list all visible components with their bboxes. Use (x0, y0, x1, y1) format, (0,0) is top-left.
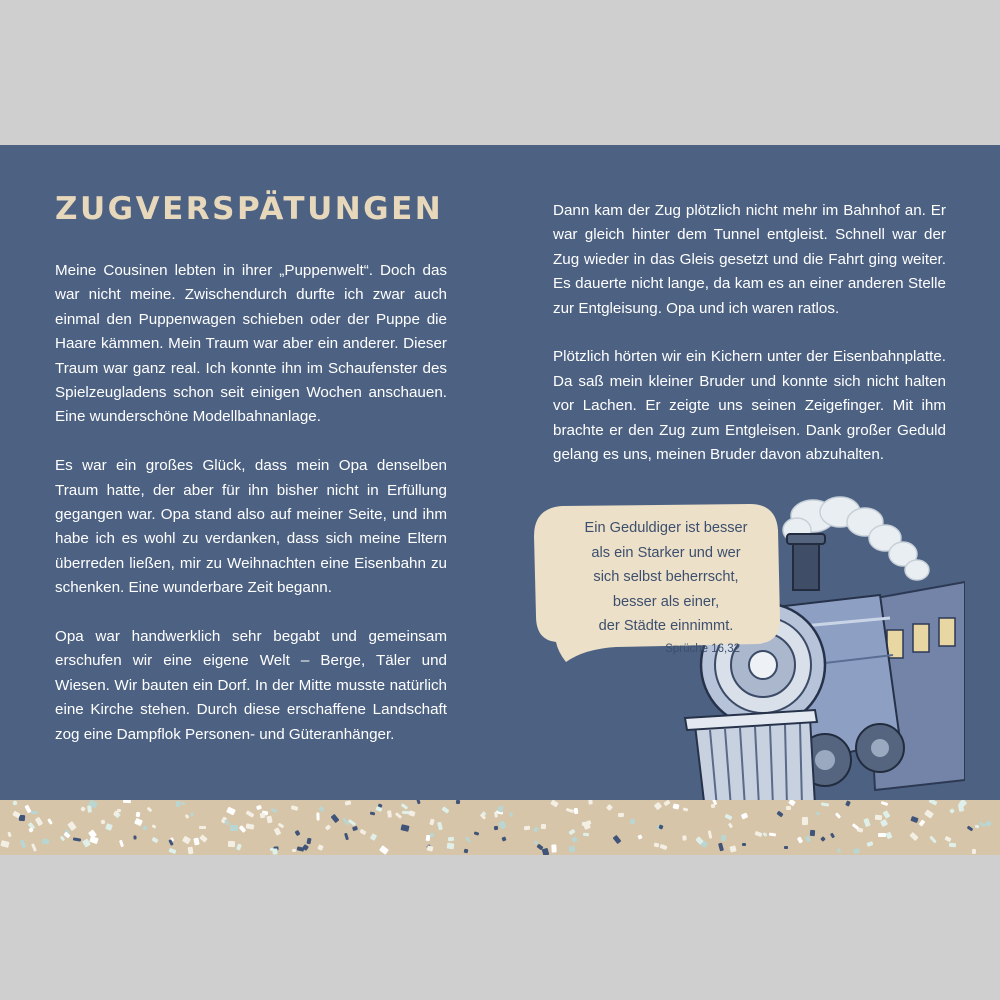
confetti-dot (133, 835, 136, 839)
confetti-dot (176, 801, 180, 807)
confetti-dot (266, 816, 272, 824)
confetti-dot (292, 849, 296, 852)
confetti-dot (805, 835, 811, 842)
confetti-dot (447, 843, 455, 850)
confetti-dot (274, 827, 282, 836)
confetti-dot (89, 836, 99, 844)
confetti-band (0, 800, 1000, 855)
confetti-dot (784, 846, 788, 849)
confetti-dot (583, 833, 589, 837)
paragraph: Opa war handwerklich sehr begabt und gemeinsam erschufen wir eine eigene Welt – Berge, Täler und Wiesen. Wir bauten ein Dorf. In der Mitte musste natürlich eine Kirche stehen. Durch diese erschaffene Landschaft zog eine Dampflok Personen- und Güteranhänger. (55, 628, 447, 743)
confetti-dot (797, 836, 803, 843)
confetti-dot (169, 848, 177, 854)
confetti-dot (741, 812, 749, 819)
confetti-dot (724, 814, 732, 821)
book-page (0, 145, 1000, 855)
confetti-dot (256, 805, 262, 810)
confetti-dot (456, 800, 461, 804)
confetti-dot (7, 832, 11, 838)
confetti-dot (821, 802, 829, 806)
confetti-dot (654, 802, 662, 810)
confetti-dot (882, 810, 890, 819)
confetti-dot (551, 844, 556, 852)
confetti-dot (975, 824, 980, 828)
confetti-dot (550, 800, 559, 807)
confetti-dot (574, 808, 579, 814)
confetti-dot (885, 832, 892, 840)
confetti-dot (465, 836, 471, 843)
confetti-dot (426, 835, 431, 841)
confetti-dot (498, 821, 506, 830)
confetti-dot (853, 848, 860, 854)
paragraph: Plötzlich hörten wir ein Kichern unter der Eisenbahnplatte. Da saß mein kleiner Bruder und konnte sich nicht halten vor Lachen. Er zeigte uns seinen Zeigefinger. Mit ihm brachte er den Zug zum Entgleisen. Dank großer Geduld gelang es uns, meinen Bruder davon abzuhalten. (553, 348, 946, 464)
confetti-dot (60, 836, 66, 842)
quote-line: als ein Starker und wer (591, 544, 741, 561)
confetti-dot (317, 844, 324, 851)
confetti-dot (318, 806, 324, 812)
confetti-dot (199, 834, 208, 842)
confetti-dot (119, 840, 124, 848)
confetti-dot (271, 808, 278, 813)
confetti-dot (331, 814, 340, 823)
confetti-dot (878, 833, 886, 837)
confetti-dot (306, 838, 311, 845)
confetti-dot (105, 823, 113, 831)
confetti-dot (185, 814, 190, 819)
confetti-dot (985, 820, 992, 827)
confetti-dot (181, 802, 185, 806)
confetti-dot (408, 810, 415, 817)
confetti-dot (682, 835, 686, 840)
confetti-dot (929, 800, 938, 806)
confetti-dot (136, 812, 141, 818)
confetti-dot (370, 833, 377, 841)
confetti-dot (711, 804, 716, 809)
confetti-dot (387, 810, 392, 817)
confetti-dot (820, 836, 826, 842)
paragraph: Dann kam der Zug plötzlich nicht mehr im Bahnhof an. Er war gleich hinter dem Tunnel entgleist. Schnell war der Zug wieder in das Gleis gesetzt und die Fahrt ging weiter. Es dauerte nicht lange, da kam es an einer anderen Stelle zur Entgleisung. Opa und ich waren ratlos. (553, 202, 946, 317)
confetti-dot (708, 830, 712, 838)
confetti-dot (123, 800, 131, 803)
confetti-dot (910, 816, 918, 823)
confetti-dot (272, 848, 277, 854)
confetti-dot (866, 841, 873, 847)
confetti-dot (416, 800, 420, 804)
confetti-dot (370, 812, 376, 816)
confetti-dot (42, 838, 50, 844)
confetti-dot (474, 831, 480, 835)
confetti-dot (919, 819, 926, 826)
confetti-dot (742, 843, 746, 846)
confetti-dot (352, 826, 358, 831)
confetti-dot (260, 813, 266, 819)
confetti-dot (441, 806, 449, 813)
confetti-dot (755, 831, 763, 837)
confetti-dot (345, 800, 352, 805)
confetti-dot (658, 824, 663, 829)
confetti-dot (344, 833, 349, 841)
confetti-dot (718, 843, 724, 852)
confetti-dot (949, 843, 956, 848)
confetti-dot (763, 832, 768, 837)
confetti-dot (348, 819, 356, 826)
confetti-dot (524, 826, 530, 831)
page-title: ZUGVERSPÄTUNGEN (55, 191, 444, 227)
confetti-dot (852, 823, 859, 830)
confetti-dot (246, 823, 255, 829)
confetti-dot (909, 832, 918, 841)
confetti-dot (541, 824, 546, 829)
confetti-dot (494, 811, 498, 817)
confetti-dot (881, 801, 889, 806)
confetti-dot (588, 800, 592, 805)
confetti-dot (630, 819, 636, 825)
confetti-dot (152, 824, 157, 829)
confetti-dot (542, 848, 550, 855)
confetti-dot (509, 812, 513, 817)
paragraph: Meine Cousinen lebten in ihrer „Puppenwelt“. Doch das war nicht meine. Zwischendurch durfte ich zwar auch einmal den Puppenwagen schieben oder der Puppe die Haare kämmen. Mein Traum war aber ein anderer. Dieser Traum war ganz real. Ich konnte ihn im Schaufenster des Spielzeugladens schon seit einigen Wochen anschauen. Eine wunderschöne Modellbahnanlage. (55, 262, 447, 426)
quote-text (550, 516, 782, 658)
confetti-dot (134, 818, 143, 826)
confetti-dot (875, 815, 882, 821)
confetti-dot (972, 849, 976, 854)
confetti-dot (660, 844, 668, 850)
right-text-column (553, 199, 946, 492)
confetti-dot (230, 825, 238, 831)
confetti-dot (401, 803, 408, 810)
confetti-dot (0, 840, 9, 848)
confetti-dot (228, 841, 235, 847)
confetti-dot (769, 832, 776, 836)
confetti-dot (31, 843, 37, 852)
confetti-dot (837, 848, 841, 853)
quote-reference: Sprüche 16,32 (665, 642, 740, 655)
confetti-dot (199, 826, 206, 829)
confetti-dot (924, 809, 934, 818)
confetti-dot (187, 847, 193, 855)
confetti-dot (151, 837, 158, 844)
confetti-dot (845, 800, 851, 806)
confetti-dot (400, 824, 409, 832)
confetti-dot (359, 829, 366, 836)
confetti-dot (464, 849, 469, 854)
confetti-dot (944, 836, 951, 842)
confetti-dot (830, 833, 835, 839)
confetti-dot (236, 843, 242, 850)
confetti-dot (246, 810, 255, 818)
confetti-dot (929, 836, 937, 844)
confetti-dot (816, 812, 821, 816)
confetti-dot (776, 811, 783, 818)
confetti-dot (721, 835, 726, 841)
confetti-dot (654, 842, 660, 847)
confetti-dot (569, 846, 576, 853)
confetti-dot (226, 807, 236, 816)
confetti-dot (73, 837, 81, 841)
confetti-dot (182, 836, 191, 845)
confetti-dot (63, 832, 70, 839)
confetti-dot (967, 826, 974, 832)
confetti-dot (429, 819, 435, 826)
confetti-dot (375, 806, 382, 812)
confetti-dot (863, 818, 870, 827)
confetti-dot (20, 840, 27, 849)
confetti-dot (835, 812, 841, 818)
confetti-dot (80, 806, 85, 811)
quote-line: besser als einer, (612, 593, 720, 610)
confetti-dot (501, 836, 506, 841)
confetti-dot (101, 820, 106, 825)
left-text-column (55, 259, 447, 771)
confetti-dot (190, 812, 193, 816)
quote-line: der Städte einnimmt. (598, 618, 734, 635)
confetti-dot (291, 805, 299, 811)
confetti-dot (448, 837, 454, 842)
confetti-dot (35, 817, 43, 826)
quote-bubble (532, 502, 784, 662)
confetti-dot (12, 800, 17, 805)
confetti-dot (426, 845, 433, 851)
confetti-dot (637, 834, 642, 839)
confetti-dot (606, 804, 613, 811)
confetti-dot (613, 835, 622, 844)
confetti-dot (672, 803, 679, 809)
confetti-dot (297, 846, 305, 851)
quote-line: sich selbst beherrscht, (593, 569, 739, 586)
confetti-dot (147, 807, 153, 813)
confetti-dot (571, 836, 578, 843)
confetti-dot (494, 826, 498, 830)
confetti-dot (316, 812, 319, 820)
confetti-dot (533, 826, 539, 832)
confetti-dot (786, 806, 791, 810)
confetti-dot (683, 807, 689, 811)
paragraph: Es war ein großes Glück, dass mein Opa denselben Traum hatte, der aber für ihn bisher nicht in Erfüllung gegangen war. Opa stand also auf meiner Seite, und ihm habe ich es wohl zu verdanken, dass sich meine Eltern überreden ließen, mir zu Weihnachten eine Eisenbahn zu schenken. Eine wunderbare Zeit begann. (55, 457, 447, 597)
confetti-dot (325, 824, 331, 830)
confetti-dot (47, 818, 53, 825)
confetti-dot (568, 829, 575, 836)
quote-line: Ein Geduldiger ist besser (584, 520, 748, 536)
confetti-dot (663, 800, 670, 806)
confetti-dot (728, 823, 733, 829)
confetti-dot (729, 845, 736, 852)
confetti-dot (437, 822, 443, 831)
confetti-dot (810, 830, 815, 836)
confetti-dot (67, 821, 77, 831)
confetti-dot (31, 811, 38, 814)
confetti-dot (294, 830, 300, 836)
confetti-dot (802, 817, 808, 825)
confetti-dot (193, 838, 199, 846)
confetti-dot (618, 813, 624, 818)
confetti-dot (949, 808, 955, 814)
confetti-dot (142, 825, 147, 830)
confetti-dot (379, 845, 389, 855)
